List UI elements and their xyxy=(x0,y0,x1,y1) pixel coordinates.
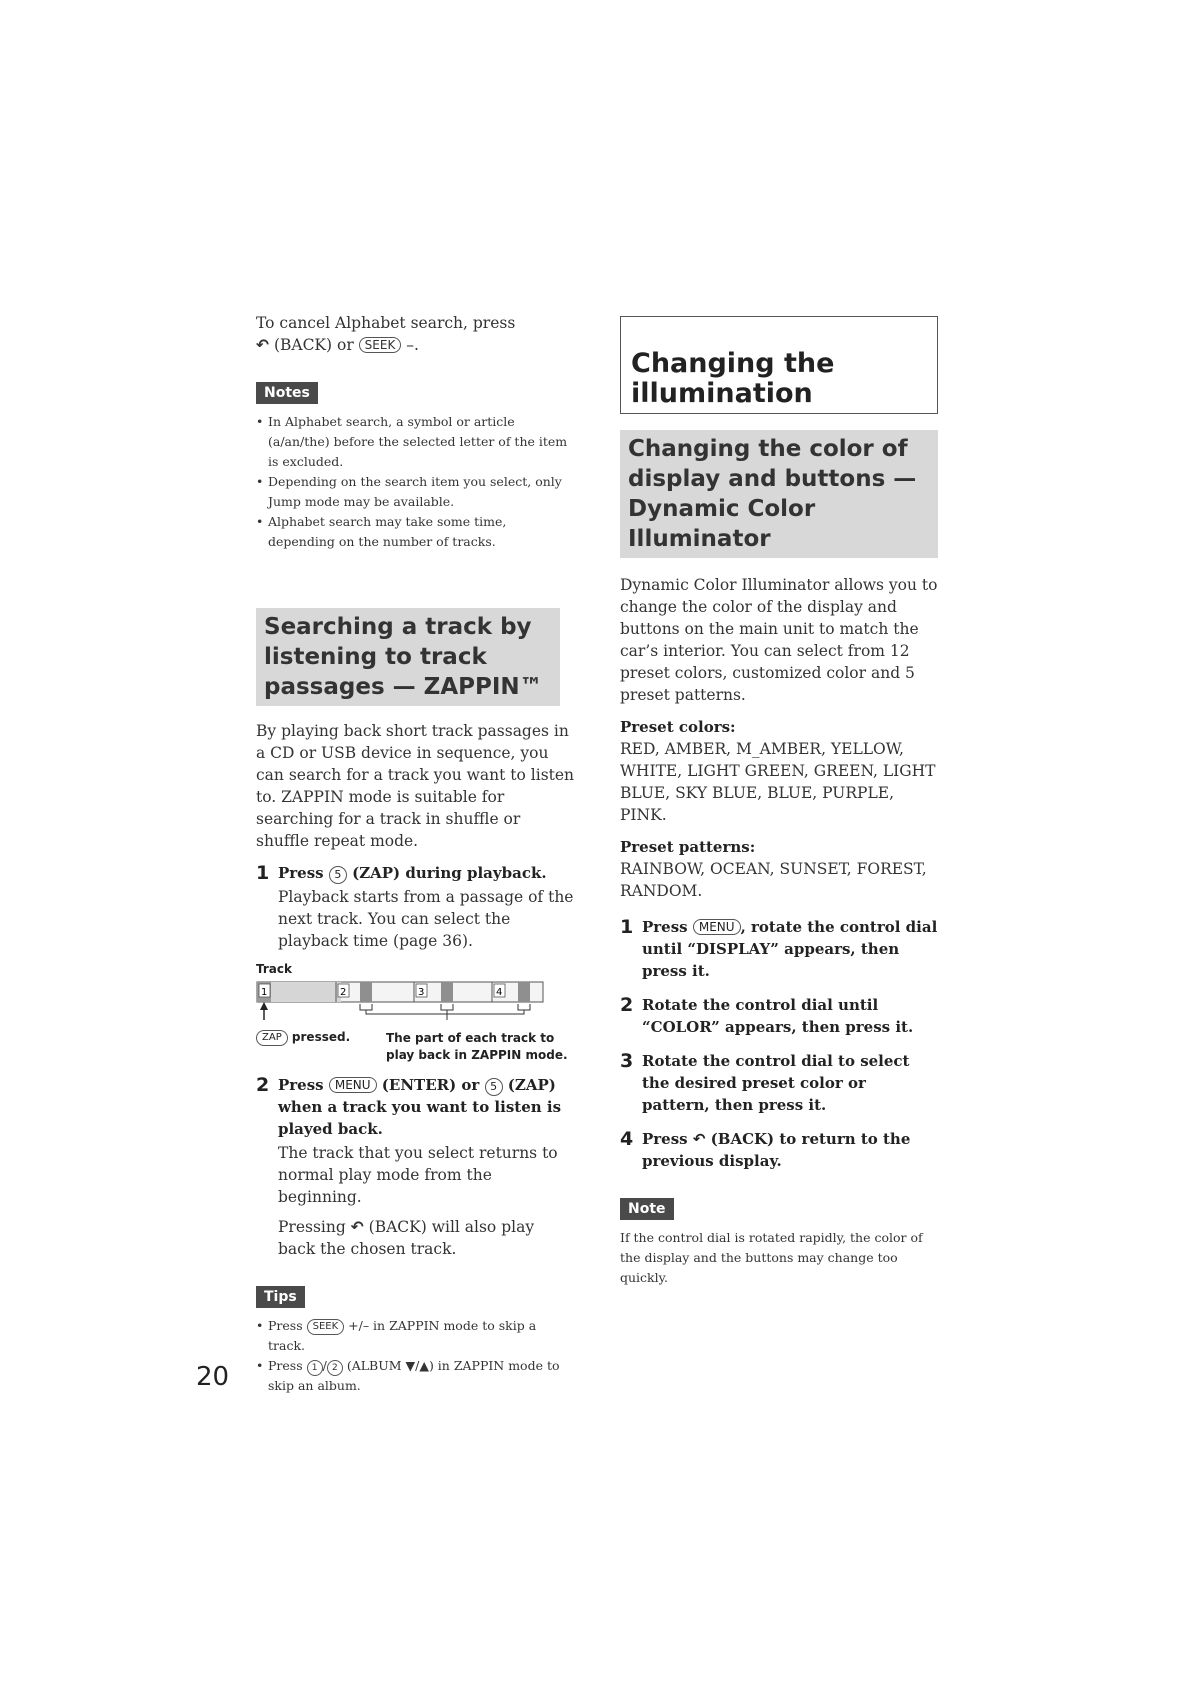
note-text: If the control dial is rotated rapidly, the color of the display and the buttons may change too quickly. xyxy=(620,1230,923,1285)
right-column xyxy=(620,316,938,1288)
zappin-heading: Searching a track by listening to track passages — ZAPPIN™ xyxy=(256,608,560,706)
zappin-part-caption: The part of each track to play back in ZAPPIN mode. xyxy=(386,1031,568,1062)
step-number: 1 xyxy=(620,916,634,938)
tips-label: Tips xyxy=(256,1286,305,1308)
notes-list xyxy=(256,412,576,552)
zap-pressed-caption: ZAP pressed. xyxy=(256,1030,350,1046)
zap-button: ZAP xyxy=(256,1030,288,1046)
button-5-icon: 5 xyxy=(485,1078,503,1096)
menu-button: MENU xyxy=(693,919,741,935)
tip-item: • Press SEEK +/– in ZAPPIN mode to skip a track. xyxy=(256,1316,576,1356)
step-number: 4 xyxy=(620,1128,634,1150)
left-column xyxy=(256,312,576,1396)
zappin-diagram xyxy=(256,962,576,1062)
track-number: 4 xyxy=(496,987,503,998)
passage-bracket xyxy=(441,1004,453,1010)
seek-button: SEEK xyxy=(359,337,402,353)
track-3-passage xyxy=(441,982,453,1002)
cancel-text: To cancel Alphabet search, press xyxy=(256,314,516,332)
color-step-1: 1 Press MENU , rotate the control dial until “DISPLAY” appears, then press it. xyxy=(620,916,938,980)
button-5-icon: 5 xyxy=(329,866,347,884)
track-4-passage xyxy=(518,982,530,1002)
notes-label: Notes xyxy=(256,382,318,404)
track-bar xyxy=(256,980,546,1030)
track-number: 2 xyxy=(340,987,347,998)
step-description-back: Pressing ↶ (BACK) will also play back the chosen track. xyxy=(278,1218,535,1258)
cancel-text-back: (BACK) or xyxy=(273,336,354,354)
note-item: • In Alphabet search, a symbol or article (a/an/the) before the selected letter of the item is excluded. xyxy=(256,412,576,472)
seek-button: SEEK xyxy=(307,1319,345,1335)
track-number: 3 xyxy=(418,987,425,998)
track-2-passage xyxy=(360,982,372,1002)
back-arrow-icon: ↶ xyxy=(692,1130,706,1148)
color-step-4: 4 Press ↶ (BACK) to return to the previous display. xyxy=(620,1128,911,1170)
preset-patterns: RAINBOW, OCEAN, SUNSET, FOREST, RANDOM. xyxy=(620,860,927,900)
step-number: 2 xyxy=(256,1074,270,1096)
track-label: Track xyxy=(256,962,292,976)
color-step-3 xyxy=(620,1050,938,1116)
track-number: 1 xyxy=(261,987,268,998)
step-text: Rotate the control dial to select the desired preset color or pattern, then press it. xyxy=(642,1052,910,1114)
page-number: 20 xyxy=(196,1362,230,1392)
step-description: The track that you select returns to normal play mode from the beginning. xyxy=(278,1144,558,1206)
zappin-intro: By playing back short track passages in a CD or USB device in sequence, you can search for a track you want to listen to. ZAPPIN mode is suitable for searching for a track in shuffle or shuffle repeat mode. xyxy=(256,722,575,850)
preset-patterns-label: Preset patterns: xyxy=(620,838,756,856)
step-number: 3 xyxy=(620,1050,634,1072)
step-number: 1 xyxy=(256,862,270,884)
note-item: • Alphabet search may take some time, depending on the number of tracks. xyxy=(256,512,576,552)
passage-bracket xyxy=(360,1004,372,1010)
zappin-step-1: 1 Press 5 (ZAP) during playback. Playback starts from a passage of the next track. You can select the playback time (page 36). xyxy=(256,862,576,952)
color-intro: Dynamic Color Illuminator allows you to change the color of the display and buttons on the main unit to match the car’s interior. You can select from 12 preset colors, customized color and 5 preset patterns. xyxy=(620,576,938,704)
cancel-text-minus: –. xyxy=(406,336,419,354)
section-title: Changing the illumination xyxy=(620,316,938,414)
track-1-rest xyxy=(271,982,341,1002)
color-step-2 xyxy=(620,994,938,1038)
zappin-step-2: 2 Press MENU (ENTER) or 5 (ZAP) when a track you want to listen is played back. The track that you select returns to normal play mode from the beginning. Pressing ↶ (BACK) will also play back the chosen track. xyxy=(256,1074,576,1260)
bracket-connector xyxy=(366,1010,524,1020)
step-number: 2 xyxy=(620,994,634,1016)
preset-colors: RED, AMBER, M_AMBER, YELLOW, WHITE, LIGHT GREEN, GREEN, LIGHT BLUE, SKY BLUE, BLUE, PURPLE, PINK. xyxy=(620,740,936,824)
tips-list xyxy=(256,1316,576,1396)
note-label: Note xyxy=(620,1198,674,1220)
step-description: Playback starts from a passage of the next track. You can select the playback time (page 36). xyxy=(278,888,574,950)
color-heading: Changing the color of display and buttons — Dynamic Color Illuminator xyxy=(620,430,938,558)
back-arrow-icon: ↶ xyxy=(350,1218,364,1236)
step-text: Rotate the control dial until “COLOR” appears, then press it. xyxy=(642,996,914,1036)
cancel-instructions xyxy=(256,312,576,356)
note-item: • Depending on the search item you select, only Jump mode may be available. xyxy=(256,472,576,512)
tip-item: • Press 1 / 2 (ALBUM ▼/▲) in ZAPPIN mode to skip an album. xyxy=(256,1356,576,1396)
button-2-icon: 2 xyxy=(327,1360,343,1376)
preset-colors-label: Preset colors: xyxy=(620,718,736,736)
back-arrow-icon: ↶ xyxy=(256,336,269,354)
passage-bracket xyxy=(518,1004,530,1010)
menu-button: MENU xyxy=(329,1077,377,1093)
button-1-icon: 1 xyxy=(307,1360,323,1376)
